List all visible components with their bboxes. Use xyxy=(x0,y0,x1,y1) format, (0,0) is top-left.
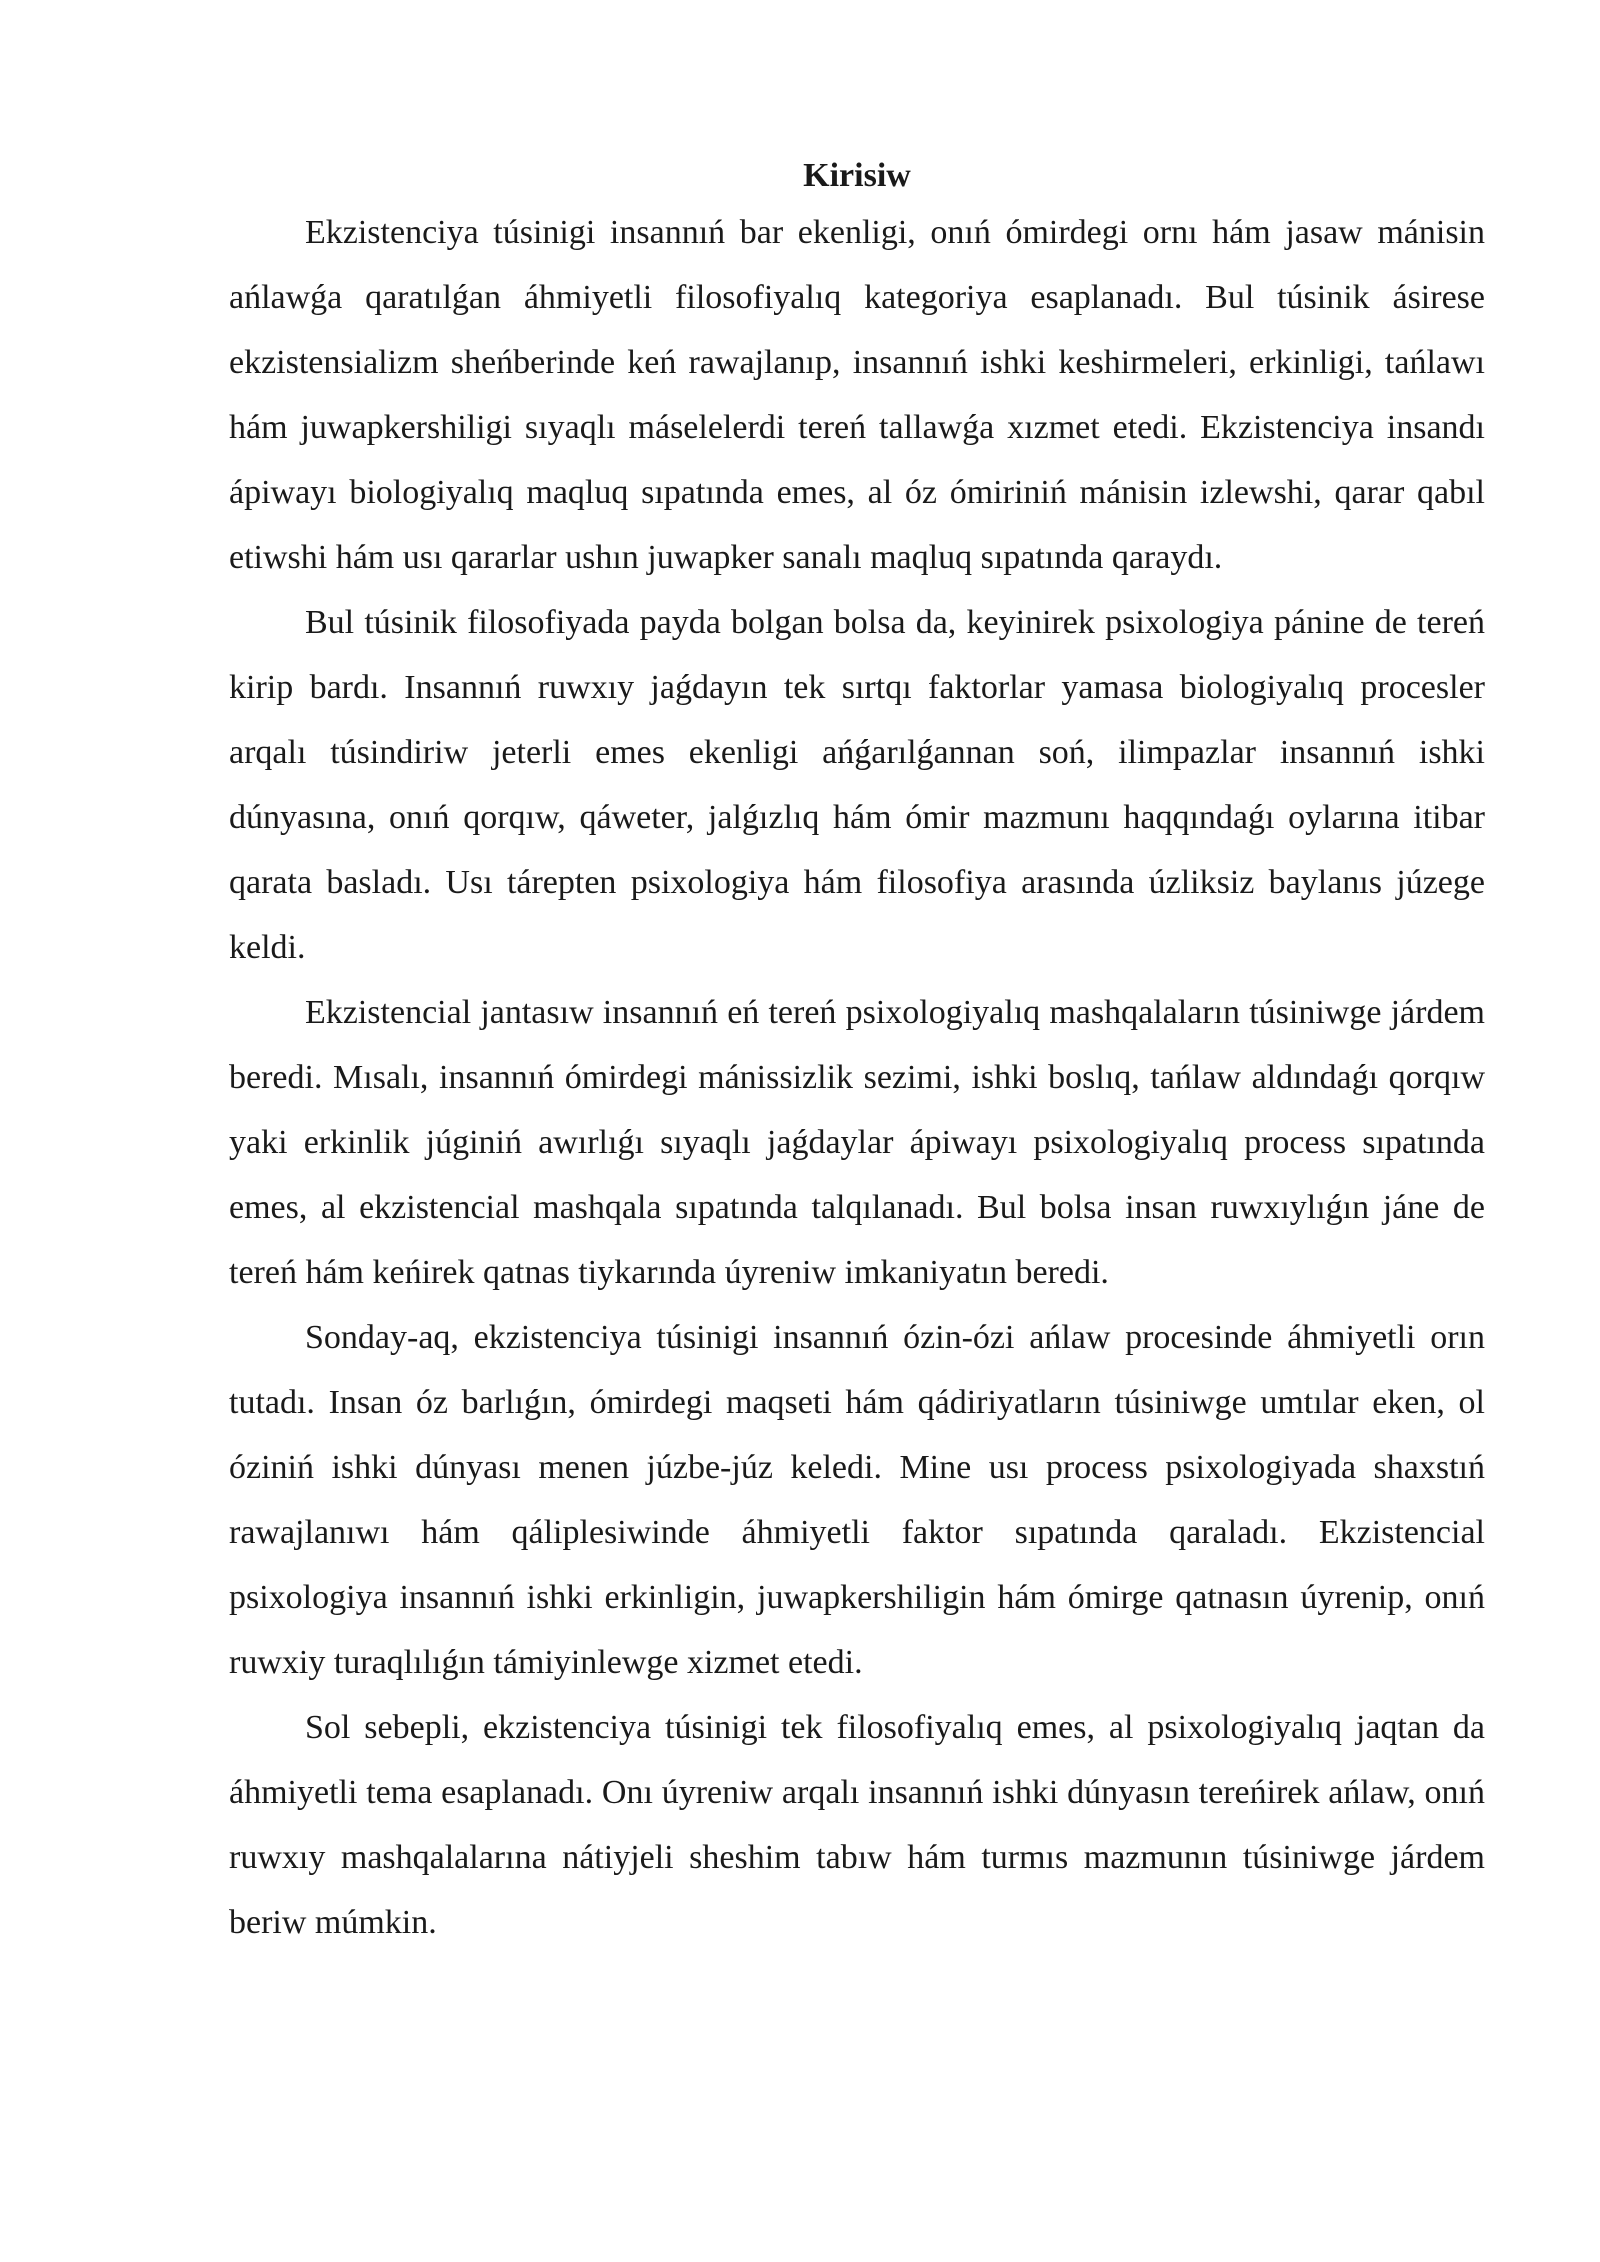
document-title: Kirisiw xyxy=(803,157,911,194)
paragraph-1: Ekzistenciya túsinigi insannıń bar ekenligi, onıń ómirdegi ornı hám jasaw mánisin ańlawǵa qaratılǵan áhmiyetli filosofiyalıq kategoriya esaplanadı. Bul túsinik ásirese ekzistensializm sheńberinde keń rawajlanıp, insannıń ishki keshirmeleri, erkinligi, tańlawı hám juwapkershiligi sıyaqlı máselelerdi tereń tallawǵa xızmet etedi. Ekzistenciya insandı ápiwayı biologiyalıq maqluq sıpatında emes, al óz ómiriniń mánisin izlewshi, qarar qabıl etiwshi hám usı qararlar ushın juwapker sanalı maqluq sıpatında qaraydı. xyxy=(229,214,1485,576)
paragraph-3: Ekzistencial jantasıw insannıń eń tereń psixologiyalıq mashqalaların túsiniwge járdem beredi. Mısalı, insannıń ómirdegi mánissizlik sezimi, ishki boslıq, tańlaw aldındaǵı qorqıw yaki erkinlik júginiń awırlıǵı sıyaqlı jaǵdaylar ápiwayı psixologiyalıq process sıpatında emes, al ekzistencial mashqala sıpatında talqılanadı. Bul bolsa insan ruwxıylıǵın jáne de tereń hám keńirek qatnas tiykarında úyreniw imkaniyatın beredi. xyxy=(229,994,1485,1291)
paragraph-2: Bul túsinik filosofiyada payda bolgan bolsa da, keyinirek psixologiya pánine de tereń kirip bardı. Insannıń ruwxıy jaǵdayın tek sırtqı faktorlar yamasa biologiyalıq procesler arqalı túsindiriw jeterli emes ekenligi ańǵarılǵannan soń, ilimpazlar insannıń ishki dúnyasına, onıń qorqıw, qáweter, jalǵızlıq hám ómir mazmunı haqqındaǵı oylarına itibar qarata basladı. Usı tárepten psixologiya hám filosofiya arasında úzliksiz baylanıs júzege keldi. xyxy=(229,604,1485,966)
paragraph-5: Sol sebepli, ekzistenciya túsinigi tek filosofiyalıq emes, al psixologiyalıq jaqtan da áhmiyetli tema esaplanadı. Onı úyreniw arqalı insannıń ishki dúnyasın tereńirek ańlaw, onıń ruwxıy mashqalalarına nátiyjeli sheshim tabıw hám turmıs mazmunın túsiniwge járdem beriw múmkin. xyxy=(229,1709,1485,1941)
paragraph-4: Sonday-aq, ekzistenciya túsinigi insannıń ózin-ózi ańlaw procesinde áhmiyetli orın tutadı. Insan óz barlıǵın, ómirdegi maqseti hám qádiriyatların túsiniwge umtılar eken, ol óziniń ishki dúnyası menen júzbe-júz keledi. Mine usı process psixologiyada shaxstıń rawajlanıwı hám qáliplesiwinde áhmiyetli faktor sıpatında qaraladı. Ekzistencial psixologiya insannıń ishki erkinligin, juwapkershiligin hám ómirge qatnasın úyrenip, onıń ruwxiy turaqlılıǵın támiyinlewge xizmet etedi. xyxy=(229,1319,1485,1681)
document-body xyxy=(229,150,1485,1955)
